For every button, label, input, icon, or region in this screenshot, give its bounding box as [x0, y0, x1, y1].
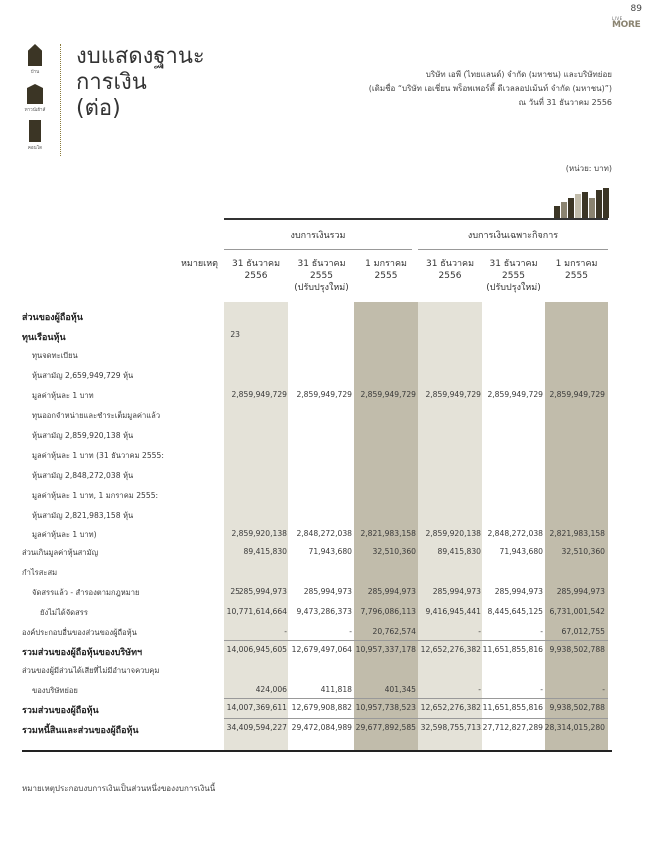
row-label: กำไรสะสม	[22, 568, 58, 577]
row-label: มูลค่าหุ้นละ 1 บาท, 1 มกราคม 2555:	[32, 491, 159, 500]
row-label: ส่วนของผู้ถือหุ้น	[22, 313, 83, 323]
table-row	[22, 466, 612, 484]
footnote: หมายเหตุประกอบงบการเงินเป็นส่วนหนึ่งของงบการเงินนี้	[22, 784, 216, 793]
dotted-divider	[60, 44, 61, 156]
row-value-col-2: 12,679,497,064	[291, 645, 352, 654]
row-value-col-2: 2,859,949,729	[296, 390, 352, 399]
separate-rule	[418, 249, 608, 250]
row-label: รวมส่วนของผู้ถือหุ้น	[22, 706, 99, 716]
col-header-3-line-1: 1 มกราคม	[365, 259, 407, 269]
table-row	[22, 386, 612, 404]
col-header-5-line-2: 2555	[502, 271, 525, 281]
row-label: ทุนออกจำหน่ายและชำระเต็มมูลค่าแล้ว	[32, 411, 161, 420]
row-value-col-3: 285,994,973	[367, 587, 416, 596]
row-value-col-6: 28,314,015,280	[544, 723, 605, 732]
table-row	[22, 506, 612, 524]
col-header-1-line-1: 31 ธันวาคม	[231, 259, 281, 269]
title-line-1: งบแสดงฐานะ	[76, 44, 205, 69]
table-row	[22, 426, 612, 444]
row-value-col-3: 32,510,360	[372, 547, 416, 556]
row-value-col-1: 2,859,920,138	[231, 529, 287, 538]
row-label: หุ้นสามัญ 2,659,949,729 หุ้น	[32, 371, 134, 380]
row-value-col-5: 71,943,680	[499, 547, 543, 556]
row-value-col-3: 20,762,574	[372, 627, 416, 636]
table-row	[22, 719, 612, 737]
col-header-2-line-3: (ปรับปรุงใหม่)	[294, 283, 349, 293]
row-label: หุ้นสามัญ 2,848,272,038 หุ้น	[32, 471, 134, 480]
row-value-col-6: -	[602, 685, 605, 694]
subtotal-rule	[224, 698, 608, 699]
row-value-col-5: -	[540, 685, 543, 694]
row-value-col-6: 6,731,001,542	[549, 607, 605, 616]
townhouse-icon	[22, 84, 48, 113]
row-value-col-2: 411,818	[320, 685, 352, 694]
row-label: รวมส่วนของผู้ถือหุ้นของบริษัทฯ	[22, 648, 143, 658]
title-line-2: การเงิน	[76, 70, 147, 95]
col-header-6-line-2: 2555	[565, 271, 588, 281]
company-former-name: (เดิมชื่อ “บริษัท เอเชี่ยน พร็อพเพอร์ตี้ ดีเวลลอปเม้นท์ จำกัด (มหาชน)”)	[368, 84, 612, 93]
row-value-col-2: 285,994,973	[303, 587, 352, 596]
row-value-col-6: 9,938,502,788	[549, 645, 605, 654]
row-value-col-1: 14,007,369,611	[226, 703, 287, 712]
unit-label: (หน่วย: บาท)	[565, 164, 612, 173]
col-header-3-line-2: 2555	[374, 271, 398, 281]
table-row	[22, 326, 612, 344]
row-value-col-2: 12,679,908,882	[291, 703, 352, 712]
row-label: ส่วนเกินมูลค่าหุ้นสามัญ	[22, 548, 99, 557]
row-value-col-4: 9,416,945,441	[425, 607, 481, 616]
table-row	[22, 486, 612, 504]
page-title	[76, 44, 205, 122]
condo-icon	[22, 120, 48, 151]
house-icon-label: บ้าน	[30, 70, 40, 75]
row-value-col-3: 2,859,949,729	[360, 390, 416, 399]
subtotal-rule	[224, 718, 608, 719]
row-label: ทุนจดทะเบียน	[32, 351, 78, 360]
row-value-col-4: 32,598,755,713	[420, 723, 481, 732]
company-name: บริษัท เอพี (ไทยแลนด์) จำกัด (มหาชน) และบริษัทย่อย	[425, 70, 612, 79]
row-label: องค์ประกอบอื่นของส่วนของผู้ถือหุ้น	[22, 628, 137, 637]
row-value-col-2: 9,473,286,373	[296, 607, 352, 616]
row-value-col-3: 29,677,892,585	[355, 723, 416, 732]
col-header-4	[418, 258, 482, 282]
row-value-col-3: 10,957,738,523	[355, 703, 416, 712]
subtotal-rule	[224, 640, 608, 641]
row-value-col-5: 285,994,973	[494, 587, 543, 596]
page-number: 89	[630, 4, 642, 14]
row-value-col-5: 2,859,949,729	[487, 390, 543, 399]
row-value-col-4: 89,415,830	[437, 547, 481, 556]
row-label: มูลค่าหุ้นละ 1 บาท)	[32, 530, 97, 539]
row-label: มูลค่าหุ้นละ 1 บาท	[32, 391, 94, 400]
row-value-col-6: 2,859,949,729	[549, 390, 605, 399]
row-label: หุ้นสามัญ 2,821,983,158 หุ้น	[32, 511, 134, 520]
row-value-col-6: 32,510,360	[561, 547, 605, 556]
row-label: มูลค่าหุ้นละ 1 บาท (31 ธันวาคม 2555:	[32, 451, 164, 460]
table-row	[22, 525, 612, 543]
row-value-col-1: -	[284, 627, 287, 636]
col-header-4-line-2: 2556	[438, 271, 462, 281]
col-header-2-line-1: 31 ธันวาคม	[297, 259, 346, 269]
row-label: ยังไม่ได้จัดสรร	[40, 608, 88, 617]
col-header-1-line-2: 2556	[244, 271, 268, 281]
row-value-col-4: 12,652,276,382	[420, 645, 481, 654]
row-value-col-1: 285,994,973	[238, 587, 287, 596]
row-label: จัดสรรแล้ว - สำรองตามกฎหมาย	[32, 588, 140, 597]
row-value-col-2: 71,943,680	[308, 547, 352, 556]
col-header-5	[482, 258, 545, 294]
row-note: 23	[230, 330, 240, 339]
row-value-col-6: 285,994,973	[556, 587, 605, 596]
row-value-col-6: 67,012,755	[561, 627, 605, 636]
table-row	[22, 661, 612, 679]
row-value-col-1: 89,415,830	[243, 547, 287, 556]
note-header: หมายเหตุ	[180, 259, 218, 269]
row-value-col-6: 2,821,983,158	[549, 529, 605, 538]
col-header-1	[224, 258, 288, 282]
row-note: 25	[230, 587, 240, 596]
row-value-col-2: 29,472,084,989	[291, 723, 352, 732]
table-row	[22, 699, 612, 717]
col-header-3	[354, 258, 418, 282]
group-consolidated: งบการเงินรวม	[290, 231, 346, 241]
row-value-col-3: 10,957,337,178	[355, 645, 416, 654]
table-row	[22, 406, 612, 424]
table-row	[22, 543, 612, 561]
row-value-col-5: 8,445,645,125	[487, 607, 543, 616]
row-label: ทุนเรือนหุ้น	[22, 333, 66, 343]
brand-tagline: LIVE	[612, 16, 623, 21]
col-header-5-line-3: (ปรับปรุงใหม่)	[486, 283, 541, 293]
col-header-6-line-1: 1 มกราคม	[555, 259, 598, 269]
table-bottom-rule	[22, 750, 612, 752]
row-value-col-1: 34,409,594,227	[226, 723, 287, 732]
row-value-col-4: -	[478, 627, 481, 636]
table-row	[22, 583, 612, 601]
row-label: หุ้นสามัญ 2,859,920,138 หุ้น	[32, 431, 134, 440]
col-header-5-line-1: 31 ธันวาคม	[489, 259, 538, 269]
col-header-6	[545, 258, 608, 282]
row-value-col-1: 10,771,614,664	[226, 607, 287, 616]
house-icon	[22, 44, 48, 75]
col-header-4-line-1: 31 ธันวาคม	[425, 259, 475, 269]
row-value-col-5: 27,712,827,289	[482, 723, 543, 732]
col-header-2	[289, 258, 354, 294]
table-row	[22, 446, 612, 464]
row-value-col-2: -	[349, 627, 352, 636]
consolidated-rule	[224, 249, 412, 250]
row-value-col-1: 424,006	[255, 685, 287, 694]
row-value-col-1: 2,859,949,729	[231, 390, 287, 399]
row-label: ส่วนของผู้มีส่วนได้เสียที่ไม่มีอำนาจควบคุม	[22, 666, 160, 675]
row-value-col-6: 9,938,502,788	[549, 703, 605, 712]
brand-logo: MORE	[612, 20, 641, 30]
row-value-col-1: 14,006,945,605	[226, 645, 287, 654]
table-row	[22, 681, 612, 699]
group-separate: งบการเงินเฉพาะกิจการ	[467, 231, 559, 241]
row-value-col-4: 2,859,949,729	[425, 390, 481, 399]
row-label: รวมหนี้สินและส่วนของผู้ถือหุ้น	[22, 726, 139, 736]
statement-date: ณ วันที่ 31 ธันวาคม 2556	[518, 98, 612, 107]
col-header-2-line-2: 2555	[310, 271, 333, 281]
table-row	[22, 346, 612, 364]
row-value-col-4: 12,652,276,382	[420, 703, 481, 712]
townhouse-icon-label: ทาวน์เฮ้าส์	[24, 108, 46, 113]
condo-icon-label: คอนโด	[27, 146, 43, 151]
row-value-col-3: 2,821,983,158	[360, 529, 416, 538]
row-value-col-3: 401,345	[384, 685, 416, 694]
table-row	[22, 603, 612, 621]
row-value-col-5: 11,651,855,816	[482, 703, 543, 712]
header-top-rule	[224, 218, 608, 220]
table-row	[22, 623, 612, 641]
building-graphic-icon	[554, 188, 608, 218]
row-value-col-5: -	[540, 627, 543, 636]
title-line-3: (ต่อ)	[76, 96, 121, 121]
table-row	[22, 641, 612, 659]
row-value-col-4: -	[478, 685, 481, 694]
row-value-col-5: 11,651,855,816	[482, 645, 543, 654]
row-value-col-4: 285,994,973	[432, 587, 481, 596]
row-value-col-2: 2,848,272,038	[296, 529, 352, 538]
row-label: ของบริษัทย่อย	[32, 686, 78, 695]
row-value-col-5: 2,848,272,038	[487, 529, 543, 538]
table-row	[22, 366, 612, 384]
table-row	[22, 563, 612, 581]
row-value-col-3: 7,796,086,113	[360, 607, 416, 616]
row-value-col-4: 2,859,920,138	[425, 529, 481, 538]
table-row	[22, 306, 612, 324]
company-info	[369, 68, 612, 110]
